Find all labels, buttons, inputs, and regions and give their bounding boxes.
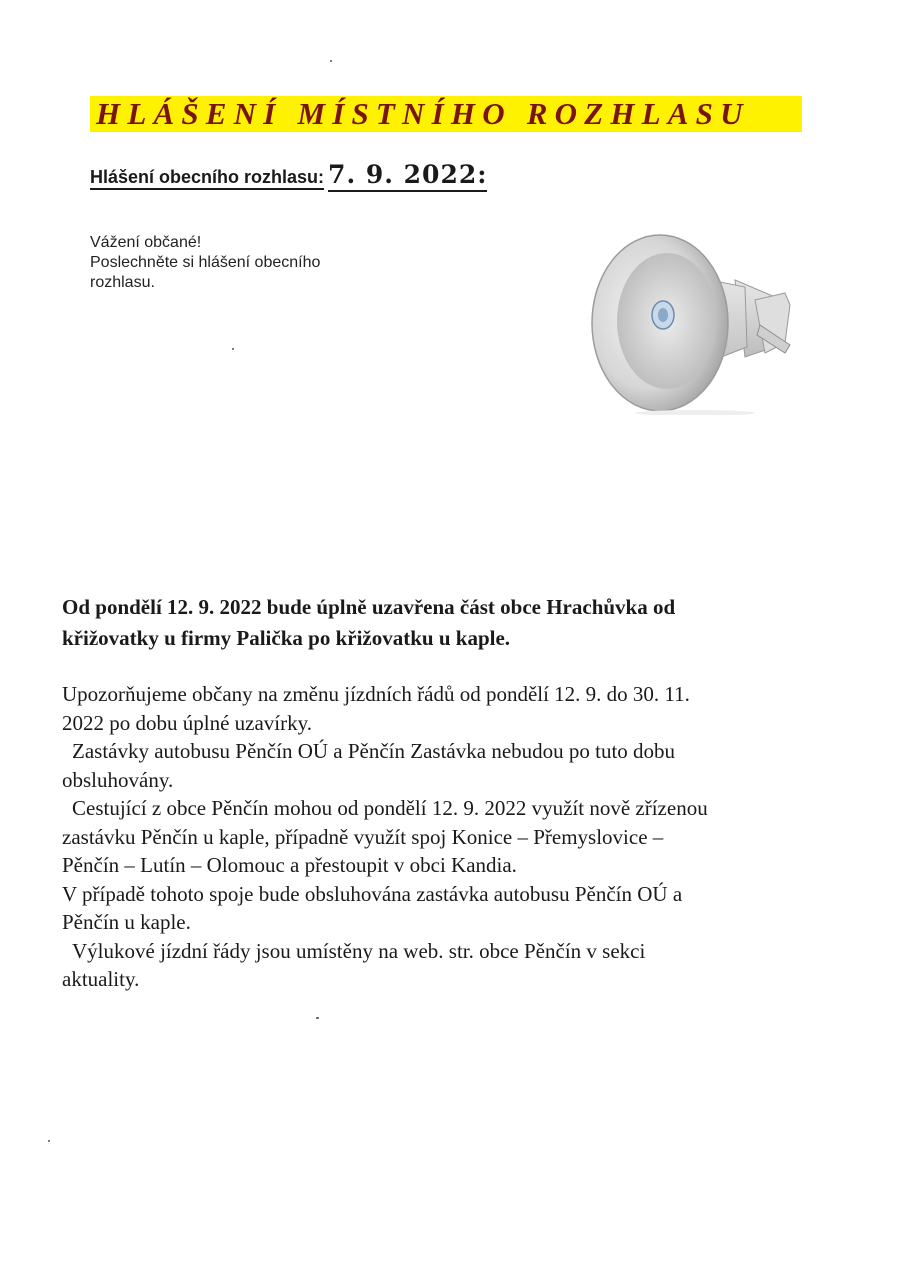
greeting-line: rozhlasu.: [90, 274, 155, 291]
notice-heading-line: Od pondělí 12. 9. 2022 bude úplně uzavřena část obce Hrachůvka od: [62, 595, 676, 619]
notice-line: Pěnčín u kaple.: [62, 910, 191, 934]
notice-line: Upozorňujeme občany na změnu jízdních řádů od pondělí 12. 9. do 30. 11.: [62, 682, 690, 706]
notice-paragraph: [62, 965, 842, 994]
notice-paragraph: [62, 766, 842, 795]
notice-heading-line: křižovatky u firmy Palička po křižovatku u kaple.: [62, 626, 511, 650]
megaphone-icon: [585, 225, 800, 415]
scan-speck: [316, 1017, 319, 1019]
notice-line: Pěnčín – Lutín – Olomouc a přestoupit v obci Kandia.: [62, 853, 517, 877]
notice-line: zastávku Pěnčín u kaple, případně využít spoj Konice – Přemyslovice –: [62, 824, 664, 849]
notice-line: Cestující z obce Pěnčín mohou od pondělí 12. 9. 2022 využít nově zřízenou: [72, 796, 708, 820]
scan-speck: [232, 348, 234, 350]
notice-paragraph: [62, 880, 842, 937]
notice-line: obsluhovány.: [62, 767, 174, 792]
greeting-line: Vážení občané!: [90, 234, 202, 251]
notice-line: V případě tohoto spoje bude obsluhována zastávka autobusu Pěnčín OÚ a: [62, 881, 683, 906]
notice-line: aktuality.: [62, 967, 140, 991]
notice-paragraph: [62, 680, 842, 737]
scan-speck: [330, 60, 332, 62]
scan-speck: [48, 1140, 50, 1142]
notice-paragraph: [62, 937, 842, 966]
notice-paragraph: [62, 823, 842, 880]
notice-paragraph: [62, 794, 842, 823]
broadcast-date-label: Hlášení obecního rozhlasu:: [90, 167, 324, 190]
greeting-line: Poslechněte si hlášení obecního: [90, 254, 321, 271]
broadcast-date-value: 7. 9. 2022:: [328, 160, 487, 192]
notice-heading: [62, 592, 822, 654]
notice-line: Zastávky autobusu Pěnčín OÚ a Pěnčín Zastávka nebudou po tuto dobu: [72, 739, 676, 763]
notice-body: [62, 680, 842, 994]
notice-line: 2022 po dobu úplné uzavírky.: [62, 710, 313, 735]
page-title: HLÁŠENÍ MÍSTNÍHO ROZHLASU: [96, 96, 750, 131]
notice-paragraph: [62, 737, 842, 766]
notice-line: Výlukové jízdní řády jsou umístěny na web. str. obce Pěnčín v sekci: [72, 938, 646, 963]
broadcast-date-line: [90, 160, 487, 189]
greeting-block: [90, 233, 400, 293]
